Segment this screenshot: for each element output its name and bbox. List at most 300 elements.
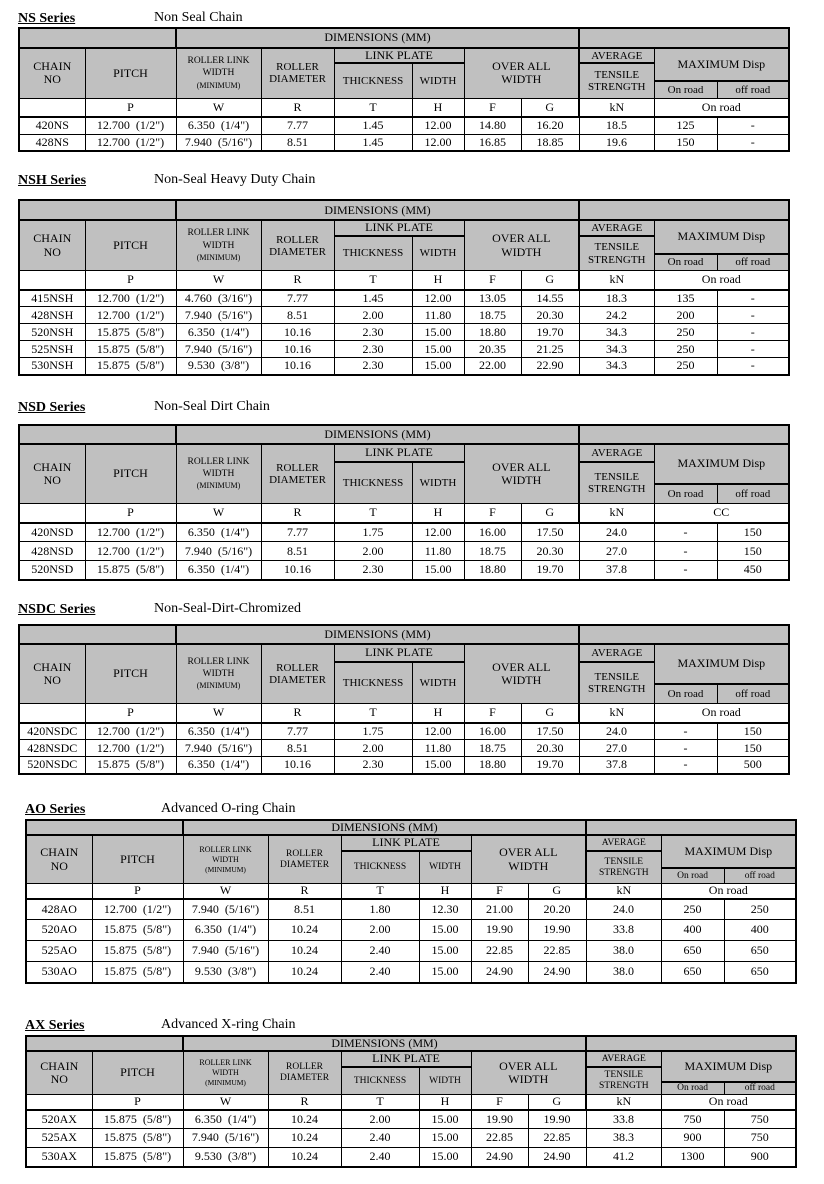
unit-cell: T [334, 98, 412, 117]
series-description: Advanced O-ring Chain [161, 800, 296, 816]
value-cell: 16.85 [464, 134, 521, 151]
value-cell: 2.40 [341, 1129, 419, 1148]
value-cell: 12.30 [419, 899, 471, 920]
value-cell: 19.90 [471, 1110, 528, 1129]
overall-width-header: OVER ALL WIDTH [464, 444, 579, 504]
table-row [26, 1148, 796, 1167]
value-cell: 17.50 [521, 723, 579, 740]
unit-cell: G [521, 98, 579, 117]
tensile-strength-header: TENSILE STRENGTH [579, 236, 654, 271]
value-cell: 8.51 [261, 307, 334, 324]
value-cell: 12.00 [412, 134, 464, 151]
unit-cell: F [464, 98, 521, 117]
maximum-disp-header: MAXIMUM Disp [654, 220, 789, 253]
unit-cell: H [412, 271, 464, 290]
value-cell: 7.940 (5/16") [176, 134, 261, 151]
value-cell: 24.2 [579, 307, 654, 324]
value-cell: 10.16 [261, 324, 334, 341]
value-cell: 15.875 (5/8") [92, 1148, 183, 1167]
value-cell: 34.3 [579, 324, 654, 341]
unit-cell: F [464, 271, 521, 290]
unit-cell: T [334, 704, 412, 723]
value-cell: 15.875 (5/8") [85, 757, 176, 774]
roller-diameter-header: ROLLER DIAMETER [261, 220, 334, 270]
value-cell: 9.530 (3/8") [183, 962, 268, 983]
table-container-ao [25, 819, 824, 984]
value-cell: 19.70 [521, 561, 579, 580]
table-container-ns [18, 27, 824, 152]
table-row [26, 835, 796, 850]
series-name: NSDC Series [18, 601, 96, 617]
off-road-header: off road [717, 484, 789, 504]
value-cell: 20.30 [521, 307, 579, 324]
minimum-label: (MINIMUM) [196, 80, 241, 90]
value-cell: 2.40 [341, 962, 419, 983]
value-cell: 33.8 [586, 1110, 661, 1129]
value-cell: 22.85 [471, 941, 528, 962]
maximum-disp-header: MAXIMUM Disp [654, 444, 789, 484]
chain-no-cell: 530NSH [19, 358, 85, 375]
chain-no-cell: 520NSH [19, 324, 85, 341]
link-plate-header: LINK PLATE [334, 644, 464, 662]
link-plate-header: LINK PLATE [334, 220, 464, 235]
value-cell: 9.530 (3/8") [176, 358, 261, 375]
unit-cell: W [176, 704, 261, 723]
value-cell: 19.70 [521, 757, 579, 774]
value-cell: 33.8 [586, 920, 661, 941]
value-cell: 15.00 [419, 920, 471, 941]
unit-cell: P [85, 504, 176, 523]
value-cell: 12.700 (1/2") [85, 723, 176, 740]
unit-cell: H [412, 704, 464, 723]
series-name: NSH Series [18, 173, 87, 189]
value-cell: 2.00 [334, 307, 412, 324]
value-cell: 38.3 [586, 1129, 661, 1148]
value-cell: 18.80 [464, 561, 521, 580]
thickness-header: THICKNESS [334, 63, 412, 98]
value-cell: 15.00 [412, 324, 464, 341]
minimum-label: (MINIMUM) [196, 253, 241, 263]
chain-no-cell: 520NSD [19, 561, 85, 580]
value-cell: 250 [654, 358, 717, 375]
value-cell: 150 [654, 134, 717, 151]
value-cell: 10.16 [261, 757, 334, 774]
disp-unit-cell: On road [661, 884, 796, 899]
value-cell: 37.8 [579, 757, 654, 774]
value-cell: 650 [724, 962, 796, 983]
series-title [18, 397, 824, 416]
roller-link-width-header: ROLLER LINK WIDTH (MINIMUM) [176, 48, 261, 98]
value-cell: 12.700 (1/2") [85, 134, 176, 151]
overall-width-header: OVER ALL WIDTH [464, 644, 579, 704]
unit-cell-blank [19, 98, 85, 117]
series-name: NSD Series [18, 399, 86, 415]
value-cell: 20.20 [528, 899, 586, 920]
maximum-disp-header: MAXIMUM Disp [661, 835, 796, 867]
maximum-disp-header: MAXIMUM Disp [661, 1051, 796, 1081]
value-cell: 22.85 [528, 941, 586, 962]
value-cell: 22.85 [471, 1129, 528, 1148]
table-container-nsdc [18, 624, 824, 775]
table-row [26, 1051, 796, 1066]
table-row [19, 134, 789, 151]
spec-table-ao [25, 819, 797, 984]
roller-diameter-header: ROLLER DIAMETER [261, 48, 334, 98]
value-cell: 1.45 [334, 290, 412, 307]
blank-header [579, 28, 789, 48]
value-cell: 15.00 [419, 1129, 471, 1148]
value-cell: 19.70 [521, 324, 579, 341]
value-cell: 15.00 [412, 341, 464, 358]
unit-cell: R [261, 704, 334, 723]
table-container-nsd [18, 424, 824, 581]
value-cell: 7.77 [261, 290, 334, 307]
value-cell: 7.940 (5/16") [183, 941, 268, 962]
value-cell: 10.16 [261, 358, 334, 375]
value-cell: 11.80 [412, 307, 464, 324]
value-cell: 34.3 [579, 341, 654, 358]
value-cell: - [717, 324, 789, 341]
value-cell: 12.700 (1/2") [85, 542, 176, 561]
series-title [25, 799, 824, 818]
value-cell: 12.700 (1/2") [85, 523, 176, 542]
table-row [19, 290, 789, 307]
value-cell: 15.875 (5/8") [85, 341, 176, 358]
value-cell: 24.0 [579, 523, 654, 542]
on-road-header: On road [661, 868, 724, 884]
table-row [19, 324, 789, 341]
value-cell: 24.90 [471, 962, 528, 983]
value-cell: - [654, 757, 717, 774]
unit-cell: F [464, 504, 521, 523]
value-cell: 750 [661, 1110, 724, 1129]
table-row [19, 704, 789, 723]
blank-header [579, 425, 789, 444]
chain-no-cell: 428NSDC [19, 740, 85, 757]
value-cell: 750 [724, 1110, 796, 1129]
link-plate-header: LINK PLATE [341, 1051, 471, 1066]
average-header: AVERAGE [579, 444, 654, 462]
section-nsd [18, 397, 824, 581]
unit-cell: R [261, 504, 334, 523]
table-row [19, 723, 789, 740]
value-cell: - [654, 542, 717, 561]
spec-table-nsdc [18, 624, 790, 775]
section-ao [25, 799, 824, 984]
value-cell: 2.00 [334, 542, 412, 561]
document-page [0, 8, 824, 1184]
chain-no-cell: 525AX [26, 1129, 92, 1148]
on-road-header: On road [654, 254, 717, 271]
value-cell: 10.24 [268, 962, 341, 983]
value-cell: 400 [661, 920, 724, 941]
value-cell: 12.00 [412, 117, 464, 134]
tensile-strength-header: TENSILE STRENGTH [579, 63, 654, 98]
table-row [19, 625, 789, 644]
value-cell: 11.80 [412, 740, 464, 757]
unit-cell-blank [19, 504, 85, 523]
value-cell: 22.90 [521, 358, 579, 375]
value-cell: 19.90 [528, 1110, 586, 1129]
chain-no-header: CHAIN NO [19, 220, 85, 270]
value-cell: 18.80 [464, 757, 521, 774]
unit-cell: P [85, 271, 176, 290]
spec-table-ns [18, 27, 790, 152]
value-cell: 2.30 [334, 561, 412, 580]
series-name: AX Series [25, 1017, 85, 1033]
value-cell: 6.350 (1/4") [183, 920, 268, 941]
table-row [19, 504, 789, 523]
value-cell: 900 [661, 1129, 724, 1148]
chain-no-cell: 525AO [26, 941, 92, 962]
value-cell: 1.80 [341, 899, 419, 920]
blank-header [586, 820, 796, 835]
value-cell: 400 [724, 920, 796, 941]
table-row [19, 341, 789, 358]
thickness-header: THICKNESS [334, 662, 412, 704]
table-row [19, 444, 789, 462]
chain-no-cell: 420NSDC [19, 723, 85, 740]
table-row [19, 561, 789, 580]
value-cell: 6.350 (1/4") [176, 523, 261, 542]
chain-no-cell: 428NS [19, 134, 85, 151]
spec-table-nsd [18, 424, 790, 581]
value-cell: 2.40 [341, 1148, 419, 1167]
average-header: AVERAGE [586, 835, 661, 850]
value-cell: 8.51 [268, 899, 341, 920]
unit-cell: kN [579, 98, 654, 117]
value-cell: 150 [717, 723, 789, 740]
value-cell: 14.80 [464, 117, 521, 134]
minimum-label: (MINIMUM) [205, 864, 246, 874]
section-nsdc [18, 599, 824, 775]
roller-link-width-header: ROLLER LINK WIDTH (MINIMUM) [183, 835, 268, 883]
unit-cell: kN [586, 884, 661, 899]
unit-cell: kN [579, 271, 654, 290]
roller-diameter-header: ROLLER DIAMETER [261, 444, 334, 504]
value-cell: 10.24 [268, 1129, 341, 1148]
value-cell: 150 [717, 542, 789, 561]
unit-cell: R [268, 884, 341, 899]
value-cell: 500 [717, 757, 789, 774]
value-cell: 15.00 [419, 1148, 471, 1167]
average-header: AVERAGE [579, 48, 654, 63]
value-cell: 18.3 [579, 290, 654, 307]
unit-cell: G [528, 1095, 586, 1110]
value-cell: 10.24 [268, 1110, 341, 1129]
spec-table-nsh [18, 199, 790, 375]
minimum-label: (MINIMUM) [205, 1078, 246, 1088]
value-cell: 22.85 [528, 1129, 586, 1148]
value-cell: 6.350 (1/4") [176, 117, 261, 134]
overall-width-header: OVER ALL WIDTH [471, 1051, 586, 1094]
width-header: WIDTH [419, 1067, 471, 1095]
value-cell: 34.3 [579, 358, 654, 375]
thickness-header: THICKNESS [341, 851, 419, 884]
table-row [26, 1129, 796, 1148]
value-cell: 19.90 [471, 920, 528, 941]
blank-header [19, 625, 176, 644]
table-row [19, 98, 789, 117]
value-cell: 24.90 [528, 1148, 586, 1167]
on-road-header: On road [661, 1082, 724, 1095]
unit-cell: T [341, 1095, 419, 1110]
pitch-header: PITCH [85, 220, 176, 270]
chain-no-cell: 520NSDC [19, 757, 85, 774]
value-cell: 12.700 (1/2") [92, 899, 183, 920]
disp-unit-cell: On road [654, 98, 789, 117]
table-row [19, 740, 789, 757]
value-cell: 15.875 (5/8") [92, 941, 183, 962]
value-cell: 15.875 (5/8") [85, 561, 176, 580]
series-title [18, 170, 824, 189]
table-row [19, 117, 789, 134]
unit-cell: G [521, 271, 579, 290]
value-cell: 21.25 [521, 341, 579, 358]
unit-cell: F [464, 704, 521, 723]
value-cell: 1.45 [334, 134, 412, 151]
value-cell: 16.20 [521, 117, 579, 134]
value-cell: - [654, 523, 717, 542]
chain-no-cell: 428AO [26, 899, 92, 920]
value-cell: 24.90 [471, 1148, 528, 1167]
table-row [19, 542, 789, 561]
value-cell: 10.16 [261, 561, 334, 580]
table-row [26, 962, 796, 983]
value-cell: 18.5 [579, 117, 654, 134]
unit-cell: F [471, 884, 528, 899]
unit-cell-blank [19, 271, 85, 290]
value-cell: 27.0 [579, 542, 654, 561]
value-cell: 10.24 [268, 941, 341, 962]
roller-diameter-header: ROLLER DIAMETER [268, 1051, 341, 1094]
value-cell: 7.940 (5/16") [176, 341, 261, 358]
link-plate-header: LINK PLATE [334, 48, 464, 63]
unit-cell: H [419, 884, 471, 899]
value-cell: 2.00 [341, 1110, 419, 1129]
value-cell: 24.0 [579, 723, 654, 740]
value-cell: - [654, 561, 717, 580]
tensile-strength-header: TENSILE STRENGTH [579, 462, 654, 504]
thickness-header: THICKNESS [341, 1067, 419, 1095]
chain-no-cell: 520AO [26, 920, 92, 941]
value-cell: 1300 [661, 1148, 724, 1167]
value-cell: 12.700 (1/2") [85, 290, 176, 307]
table-row [19, 28, 789, 48]
unit-cell: W [176, 504, 261, 523]
value-cell: 18.85 [521, 134, 579, 151]
value-cell: 12.700 (1/2") [85, 307, 176, 324]
value-cell: - [654, 723, 717, 740]
minimum-label: (MINIMUM) [196, 481, 241, 491]
unit-cell: P [92, 884, 183, 899]
series-name: AO Series [25, 801, 86, 817]
maximum-disp-header: MAXIMUM Disp [654, 644, 789, 684]
width-header: WIDTH [412, 63, 464, 98]
unit-cell: G [521, 704, 579, 723]
value-cell: - [717, 307, 789, 324]
section-ns [18, 8, 824, 152]
minimum-label: (MINIMUM) [196, 681, 241, 691]
value-cell: 24.0 [586, 899, 661, 920]
tensile-strength-header: TENSILE STRENGTH [586, 1067, 661, 1095]
value-cell: 7.77 [261, 723, 334, 740]
dimensions-header: DIMENSIONS (MM) [176, 625, 579, 644]
value-cell: 12.00 [412, 523, 464, 542]
dimensions-header: DIMENSIONS (MM) [183, 820, 586, 835]
value-cell: 7.940 (5/16") [176, 307, 261, 324]
dimensions-header: DIMENSIONS (MM) [176, 28, 579, 48]
series-description: Non-Seal Heavy Duty Chain [154, 172, 316, 188]
value-cell: 12.00 [412, 290, 464, 307]
value-cell: 2.00 [341, 920, 419, 941]
width-header: WIDTH [412, 662, 464, 704]
unit-cell: kN [586, 1095, 661, 1110]
table-row [26, 941, 796, 962]
value-cell: 8.51 [261, 740, 334, 757]
chain-no-cell: 530AO [26, 962, 92, 983]
tensile-strength-header: TENSILE STRENGTH [586, 851, 661, 884]
unit-cell: H [412, 98, 464, 117]
unit-cell: P [85, 98, 176, 117]
value-cell: 10.24 [268, 1148, 341, 1167]
table-row [19, 425, 789, 444]
on-road-header: On road [654, 81, 717, 98]
table-row [19, 644, 789, 662]
unit-cell-blank [26, 884, 92, 899]
value-cell: 6.350 (1/4") [176, 723, 261, 740]
value-cell: 16.00 [464, 523, 521, 542]
value-cell: 7.77 [261, 117, 334, 134]
off-road-header: off road [717, 81, 789, 98]
pitch-header: PITCH [92, 835, 183, 883]
link-plate-header: LINK PLATE [341, 835, 471, 850]
value-cell: 750 [724, 1129, 796, 1148]
value-cell: 4.760 (3/16") [176, 290, 261, 307]
unit-cell: H [419, 1095, 471, 1110]
chain-no-header: CHAIN NO [26, 835, 92, 883]
disp-unit-cell: On road [654, 271, 789, 290]
value-cell: 9.530 (3/8") [183, 1148, 268, 1167]
value-cell: - [717, 341, 789, 358]
value-cell: 41.2 [586, 1148, 661, 1167]
thickness-header: THICKNESS [334, 236, 412, 271]
width-header: WIDTH [419, 851, 471, 884]
unit-cell: W [183, 1095, 268, 1110]
value-cell: - [717, 134, 789, 151]
unit-cell: R [268, 1095, 341, 1110]
blank-header [579, 625, 789, 644]
unit-cell: R [261, 98, 334, 117]
value-cell: 15.00 [412, 358, 464, 375]
off-road-header: off road [717, 684, 789, 704]
section-nsh [18, 170, 824, 375]
series-description: Non-Seal Dirt Chain [154, 398, 270, 414]
value-cell: 38.0 [586, 941, 661, 962]
roller-diameter-header: ROLLER DIAMETER [261, 644, 334, 704]
value-cell: 7.940 (5/16") [183, 1129, 268, 1148]
value-cell: 12.700 (1/2") [85, 117, 176, 134]
value-cell: 18.75 [464, 542, 521, 561]
value-cell: 7.940 (5/16") [183, 899, 268, 920]
pitch-header: PITCH [85, 48, 176, 98]
series-description: Non Seal Chain [154, 10, 243, 25]
chain-no-cell: 415NSH [19, 290, 85, 307]
value-cell: 14.55 [521, 290, 579, 307]
unit-cell: T [341, 884, 419, 899]
value-cell: 125 [654, 117, 717, 134]
value-cell: 650 [661, 941, 724, 962]
